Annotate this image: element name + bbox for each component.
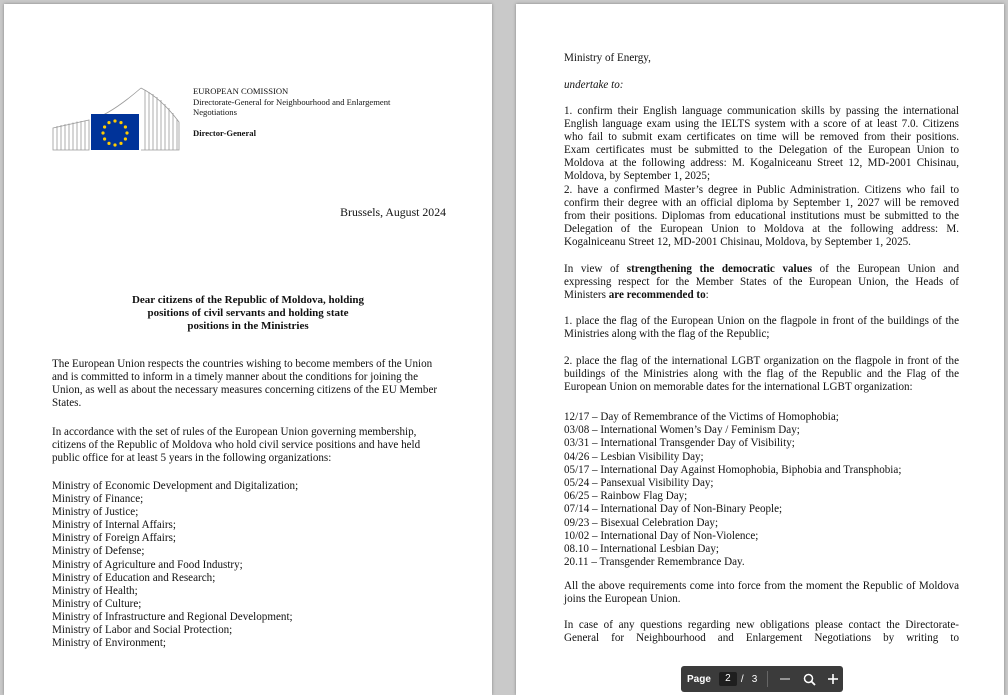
paragraph-line: The European Union respects the countries wishing to become members of the Union [52,358,433,370]
list-item: 07/14 – International Day of Non-Binary People; [564,503,783,516]
list-item: Ministry of Finance; [52,493,144,506]
obligation-1 [564,105,959,184]
paragraph-line: who fail to submit exam certificates on time will be removed from their positions. [564,131,959,144]
list-item: 05/17 – International Day Against Homophobia, Biphobia and Transphobia; [564,463,902,476]
paragraph-line: Ministries along with the flag of the Republic; [564,328,770,341]
paragraph-line: public office for at least 5 years in the following organizations: [52,452,332,465]
recommendation-intro [564,263,959,302]
organization-header [193,86,390,138]
obligation-2 [564,184,959,249]
memorable-dates-list [564,411,901,569]
letter-date: Brussels, August 2024 [340,205,446,219]
paragraph-line: All the above requirements come into force from the moment the Republic of Moldova [564,580,959,592]
list-item: 12/17 – Day of Remembrance of the Victims of Homophobia; [564,411,839,423]
list-item: Ministry of Infrastructure and Regional Development; [52,610,293,623]
paragraph-line: Delegation of the European Union to Moldova at the following address: M. [564,223,959,236]
ministry-energy-line [564,52,959,65]
list-item: 20.11 – Transgender Remembrance Day. [564,556,745,569]
org-name: EUROPEAN COMISSION [193,86,289,96]
paragraph-line: General for Neighbourhood and Enlargement Negotiations by writing to [564,632,959,645]
current-page-input[interactable]: 2 [719,672,737,686]
list-item: 10/02 – International Day of Non-Violence; [564,529,759,542]
list-item: 08.10 – International Lesbian Day; [564,543,719,556]
list-item: Ministry of Justice; [52,506,139,519]
list-item: 03/08 – International Women’s Day / Feminism Day; [564,424,800,437]
list-item: Ministry of Foreign Affairs; [52,532,176,545]
paragraph-line: In case of any questions regarding new obligations please contact the Directorate- [564,619,959,631]
list-item: Ministry of Defense; [52,545,145,558]
list-item: Ministry of Culture; [52,597,142,610]
contact-paragraph [564,619,959,645]
paragraph-line: confirm their degree with an official diploma by September 1, 2027 will be removed [564,197,959,210]
paragraph-line: and is committed to inform in a timely manner about the conditions for joining the [52,371,419,384]
list-item: 06/25 – Rainbow Flag Day; [564,490,688,503]
page-navigation-toolbar [681,666,843,692]
european-commission-logo [51,84,183,154]
salutation-line: Dear citizens of the Republic of Moldova, holding [131,294,364,306]
minus-icon[interactable] [778,672,792,686]
paragraph-line: Exam certificates must be submitted to the Delegation of the European Union to [564,144,959,157]
list-item: Ministry of Education and Research; [52,571,216,584]
list-item: Ministry of Agriculture and Food Industry; [52,558,243,571]
bold-text-run: are recommended to [608,289,706,302]
paragraph-line [564,289,959,302]
paragraph-line [564,263,959,276]
list-item: Ministry of Economic Development and Digitalization; [52,480,299,492]
ministries-list [52,480,298,650]
list-item: Ministry of Environment; [52,637,167,650]
text-run: Ministers [564,289,609,302]
total-pages: 3 [751,673,758,685]
text-run: : [705,289,709,302]
text-run: In view of [564,263,627,275]
salutation-line: positions in the Ministries [187,320,309,333]
recommendation-1 [564,315,959,341]
bold-text-run: strengthening the democratic values [626,263,813,275]
list-item: Ministry of Health; [52,584,138,597]
page-separator: / [740,673,744,685]
paragraph-line: Kogalniceanu Street 12, MD-2001 Chisinau, Moldova, by September 1, 2025. [564,236,911,249]
director-general-label: Director-General [193,127,256,138]
directorate-name: Directorate-General for Neighbourhood and Enlargement [193,96,391,107]
paragraph-line: Union, as well as about the necessary measures concerning citizens of the EU Member [52,384,438,397]
recommendation-2 [564,355,959,394]
paragraph-line: 1. confirm their English language communication skills by passing the international [564,105,959,117]
list-item: 09/23 – Bisexual Celebration Day; [564,516,719,529]
paragraph-line: undertake to: [564,79,624,91]
paragraph-line: from their positions. Diplomas from educational institutions must be submitted to the [564,210,959,223]
toolbar-divider [767,671,768,687]
rules-paragraph [52,426,447,465]
list-item: Ministry of Internal Affairs; [52,519,176,532]
paragraph-line: In accordance with the set of rules of the European Union governing membership, [52,426,417,438]
paragraph-line: 2. have a confirmed Master’s degree in Public Administration. Citizens who fail to [564,184,959,196]
list-item: Ministry of Labor and Social Protection; [52,624,233,637]
paragraph-line: joins the European Union. [564,593,681,606]
document-page-1 [4,4,492,695]
paragraph-line: Ministry of Energy, [564,52,651,64]
magnifier-icon[interactable] [802,672,816,686]
undertake-label [564,79,959,92]
directorate-name-cont: Negotiations [193,107,237,118]
list-item: 05/24 – Pansexual Visibility Day; [564,477,714,490]
paragraph-line: expressing respect for the Member States of the European Union, the Heads of [564,276,959,289]
enforcement-paragraph [564,580,959,606]
paragraph-line: Moldova at the following address: M. Kogalniceanu Street 12, MD-2001 Chisinau, [564,157,959,170]
paragraph-line: citizens of the Republic of Moldova who hold civil service positions and have held [52,439,421,452]
document-page-2 [516,4,1004,695]
salutation-line: positions of civil servants and holding state [147,307,349,320]
paragraph-line: States. [52,397,82,410]
plus-icon[interactable] [826,672,840,686]
salutation [52,294,444,334]
list-item: 04/26 – Lesbian Visibility Day; [564,450,704,463]
paragraph-line: 1. place the flag of the European Union on the flagpole in front of the buildings of the [564,315,959,327]
paragraph-line: English language exam using the IELTS system with a score of at least 7.0. Citizens [564,118,959,131]
paragraph-line: buildings of the Ministries along with the flag of the Republic and the Flag of the [564,368,959,381]
paragraph-line: European Union on memorable dates for the international LGBT organization: [564,381,913,394]
paragraph-line: 2. place the flag of the international LGBT organization on the flagpole in front of the [564,355,959,367]
list-item: 03/31 – International Transgender Day of Visibility; [564,437,795,450]
paragraph-line: Moldova, by September 1, 2025; [564,170,711,183]
intro-paragraph [52,358,447,410]
page-label: Page [687,673,711,685]
text-run: of the European Union and [812,263,959,275]
